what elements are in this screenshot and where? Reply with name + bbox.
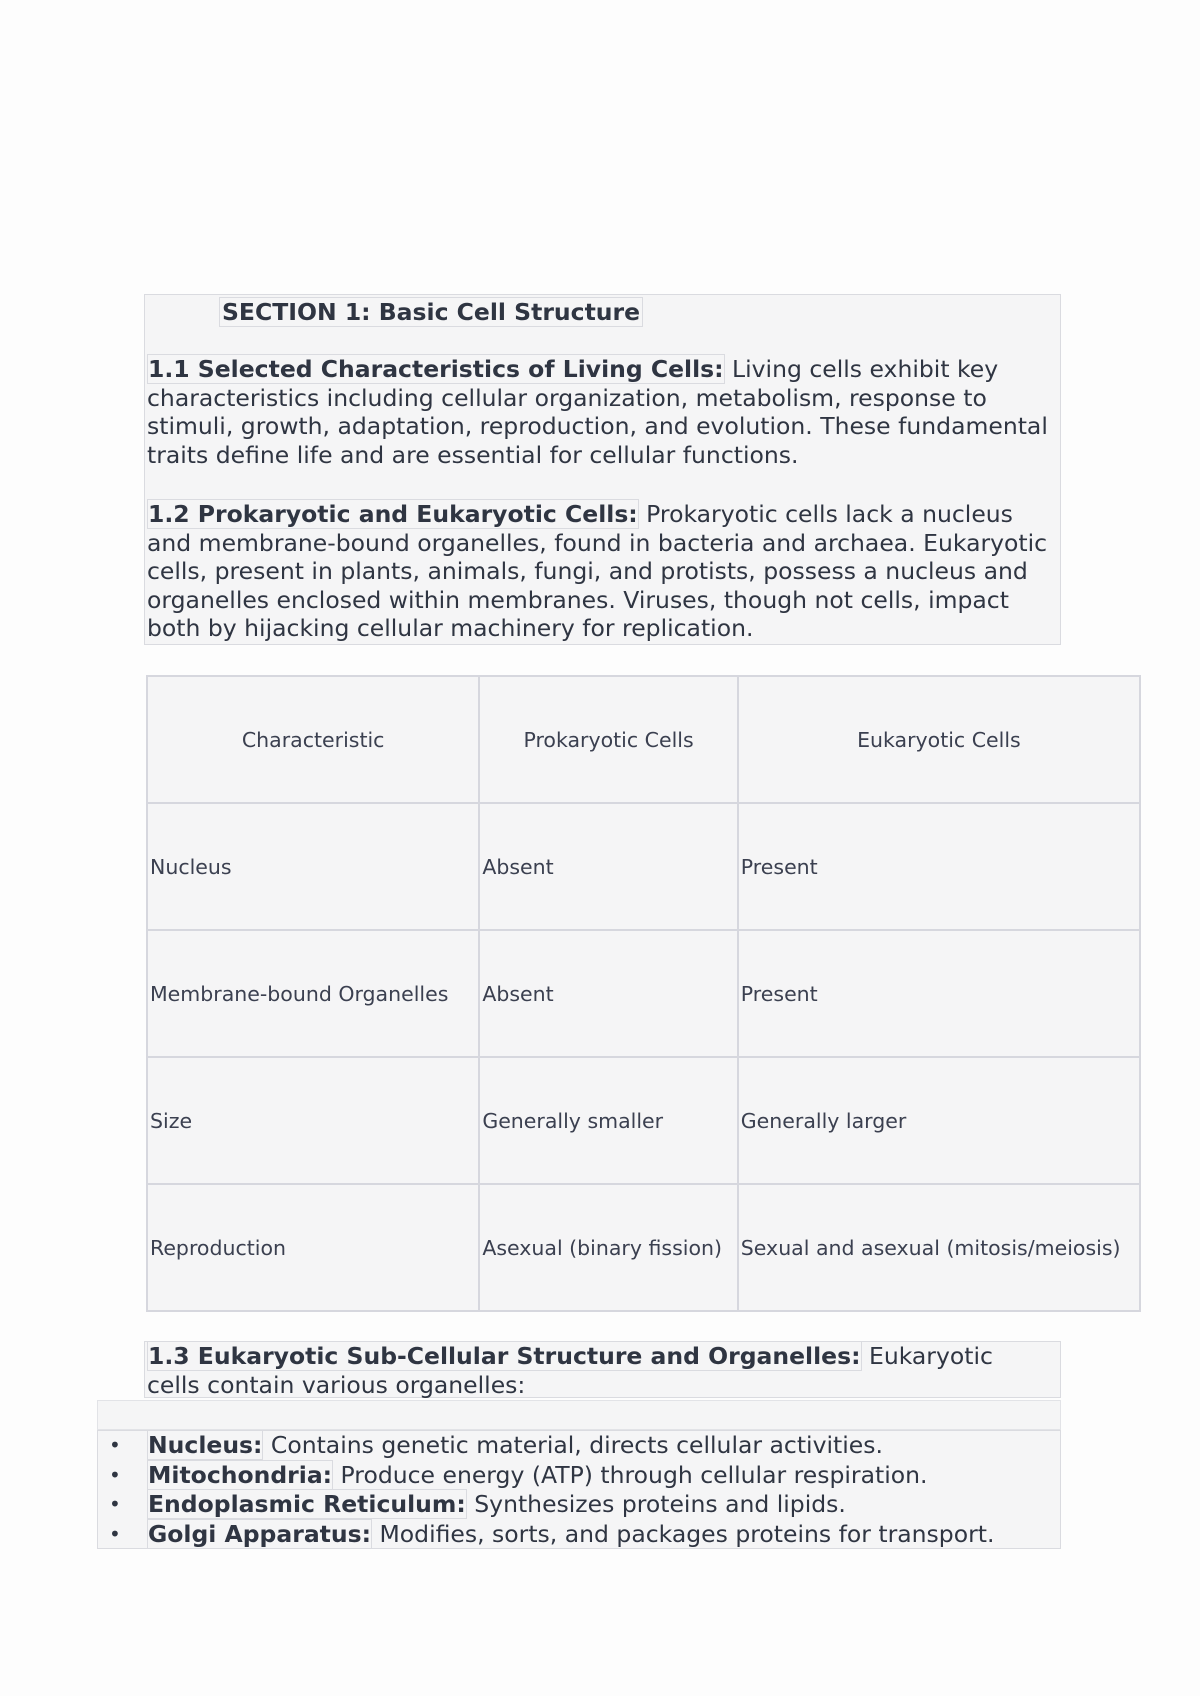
lead-1-2: 1.2 Prokaryotic and Eukaryotic Cells:: [148, 500, 638, 528]
table-row: [147, 1184, 1140, 1311]
paragraph-1-1: [147, 355, 1052, 469]
bullet-icon: •: [109, 1492, 121, 1516]
table-cell: Absent: [479, 803, 737, 930]
text-1-1: Living cells exhibit key characteristics including cellular organization, metabolism, response to stimuli, growth, adaptation, reproduction, and evolution. These fundamental traits define life and are essential for cellular functions.: [147, 355, 1048, 469]
organelle-list: [97, 1430, 1061, 1549]
table-cell: Nucleus: [147, 803, 479, 930]
subsection-1-3: [144, 1341, 1061, 1398]
lead-1-3: 1.3 Eukaryotic Sub-Cellular Structure and Organelles:: [148, 1342, 861, 1370]
table-row: [147, 1057, 1140, 1184]
table-cell: Present: [738, 803, 1140, 930]
paragraph-1-3: [147, 1342, 1052, 1399]
table-cell: Size: [147, 1057, 479, 1184]
organelle-name: Endoplasmic Reticulum:: [148, 1490, 466, 1518]
organelle-name: Nucleus:: [148, 1431, 263, 1459]
header-prokaryotic: Prokaryotic Cells: [479, 676, 737, 803]
table-header-row: [147, 676, 1140, 803]
bullet-icon: •: [109, 1433, 121, 1457]
bullet-icon: •: [109, 1462, 121, 1487]
organelle-desc: Modifies, sorts, and packages proteins for transport.: [372, 1519, 995, 1548]
table-cell: Absent: [479, 930, 737, 1057]
intro-section: [144, 294, 1061, 645]
table-row: [147, 930, 1140, 1057]
text-1-2: Prokaryotic cells lack a nucleus and membrane-bound organelles, found in bacteria and archaea. Eukaryotic cells, present in plants, animals, fungi, and protists, possess a nucleus and organelles enclosed within membranes. Viruses, though not cells, impact both by hijacking cellular machinery for replication.: [147, 500, 1048, 642]
organelle-desc: Synthesizes proteins and lipids.: [466, 1490, 846, 1518]
table-cell: Generally smaller: [479, 1057, 737, 1184]
table-cell: Membrane-bound Organelles: [147, 930, 479, 1057]
table-cell: Asexual (binary fission): [479, 1184, 737, 1311]
table-cell: Sexual and asexual (mitosis/meiosis): [738, 1184, 1140, 1311]
header-characteristic: Characteristic: [147, 676, 479, 803]
comparison-table: [146, 675, 1141, 1312]
header-eukaryotic: Eukaryotic Cells: [738, 676, 1140, 803]
organelle-name: Golgi Apparatus:: [148, 1519, 372, 1548]
list-item: [98, 1431, 1060, 1461]
bullet-icon: •: [109, 1521, 121, 1546]
text-1-3: Eukaryotic cells contain various organelles:: [147, 1342, 993, 1399]
table-cell: Reproduction: [147, 1184, 479, 1311]
organelle-desc: Produce energy (ATP) through cellular respiration.: [333, 1460, 928, 1489]
table-cell: Generally larger: [738, 1057, 1140, 1184]
paragraph-1-2: [147, 500, 1052, 643]
table-row: [147, 803, 1140, 930]
list-item: [98, 1461, 1060, 1491]
list-item: [98, 1520, 1060, 1550]
table-cell: Present: [738, 930, 1140, 1057]
list-spacer: [97, 1400, 1061, 1430]
lead-1-1: 1.1 Selected Characteristics of Living Cells:: [148, 355, 724, 383]
organelle-desc: Contains genetic material, directs cellular activities.: [263, 1431, 883, 1459]
section-heading: SECTION 1: Basic Cell Structure: [219, 297, 643, 327]
organelle-name: Mitochondria:: [148, 1460, 333, 1489]
list-item: [98, 1490, 1060, 1520]
